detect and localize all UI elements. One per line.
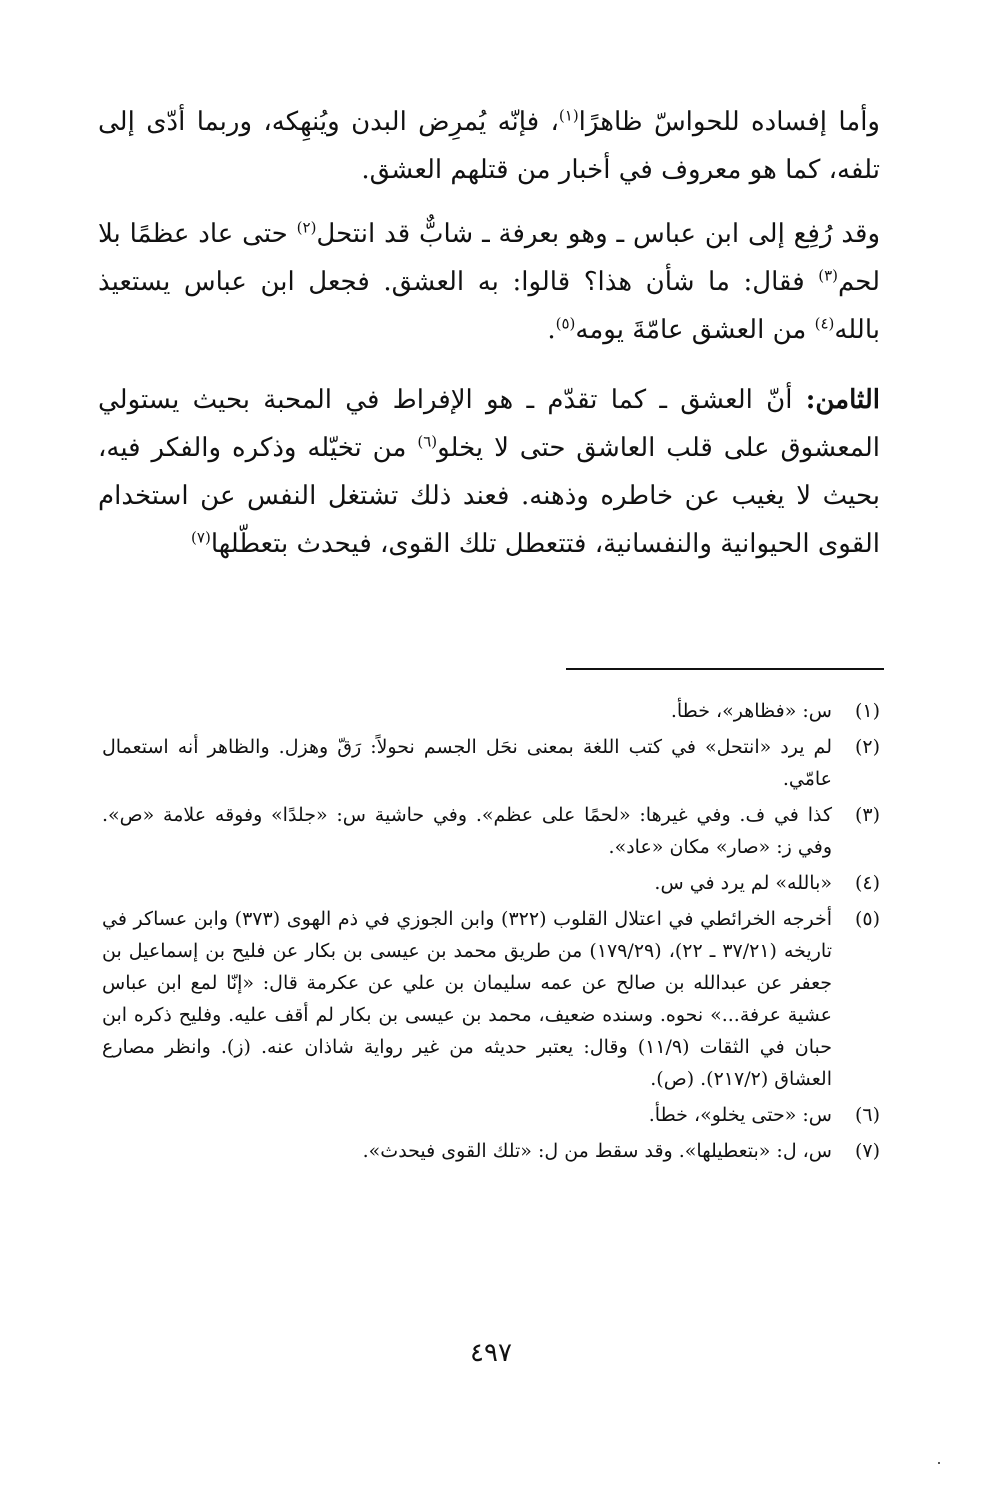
footnote-number: (٧) [854, 1140, 880, 1162]
footnote-ref: (٣) [818, 266, 838, 285]
paragraph [98, 98, 880, 194]
footnote-text: لم يرد «انتحل» في كتب اللغة بمعنى نحَل الجسم نحولاً: رَقّ وهزل. والظاهر أنه استعمال عامّي. [102, 736, 832, 790]
text-run: . [547, 315, 556, 345]
text-run: من تخيّله وذكره والفكر فيه، بحيث لا يغيب عن خاطره وذهنه. فعند ذلك تشتغل النفس عن استخدام القوى الحيوانية والنفسانية، فتتعطل تلك القوى، فيحدث بتعطّلها [98, 433, 880, 559]
text-run: من العشق عامّةَ يومه [575, 315, 815, 345]
paragraph [98, 210, 880, 354]
footnote-number: (٥) [854, 908, 880, 930]
footnote-number: (٣) [854, 804, 880, 826]
footnote-text: س: «حتى يخلو»، خطأ. [648, 1104, 832, 1126]
text-run: أنّ العشق ـ كما تقدّم ـ هو الإفراط في المحبة بحيث يستولي المعشوق على قلب العاشق حتى لا يخلو [98, 385, 880, 463]
footnote-ref: (٢) [296, 218, 317, 237]
section-lead-word: الثامن: [805, 385, 880, 415]
scan-speck [938, 1462, 940, 1464]
footnote-number: (٦) [854, 1104, 880, 1126]
footnote [102, 695, 880, 727]
footnote-ref: (١) [558, 106, 579, 125]
footnote-number: (١) [854, 700, 880, 722]
footnotes [102, 695, 880, 1171]
footnote-text: «بالله» لم يرد في س. [654, 872, 832, 894]
footnote-text: س، ل: «بتعطيلها». وقد سقط من ل: «تلك القوى فيحدث». [362, 1140, 832, 1162]
paragraph [98, 376, 880, 568]
footnote-text: س: «فظاهر»، خطأ. [670, 700, 832, 722]
text-run: وأما إفساده للحواسّ ظاهرًا [578, 107, 880, 137]
text-run: ، فإنّه يُمرِض البدن ويُنهِكه، وربما أدّى إلى تلفه، كما هو معروف في أخبار من قتلهم العشق. [98, 107, 880, 185]
footnote [102, 799, 880, 863]
footnote-separator [566, 668, 884, 670]
footnote [102, 1135, 880, 1167]
footnote [102, 731, 880, 795]
footnote-number: (٢) [854, 736, 880, 758]
text-run: حتى عاد عظمًا بلا لحم [98, 219, 880, 297]
footnote [102, 1099, 880, 1131]
footnote-number: (٤) [854, 872, 880, 894]
footnote-text: أخرجه الخرائطي في اعتلال القلوب (٣٢٢) وابن الجوزي في ذم الهوى (٣٧٣) وابن عساكر في تاريخه (٣٧/٢١ ـ ٢٢)، (١٧٩/٢٩) من طريق محمد بن عيسى بن بكار عن فليح بن إسماعيل بن جعفر عن عبدالله بن صالح عن عمه سليمان بن علي عن عكرمة قال: «إنّا لمع ابن عباس عشية عرفة...» نحوه. وسنده ضعيف، محمد بن عيسى بن بكار لم أقف عليه. وفليح ذكره ابن حبان في الثقات (١١/٩) وقال: يعتبر حديثه من غير رواية شاذان عنه. (ز). وانظر مصارع العشاق (٢١٧/٢). (ص). [102, 908, 833, 1090]
main-text [98, 98, 880, 584]
text-run: وقد رُفِع إلى ابن عباس ـ وهو بعرفة ـ شابٌّ قد انتحل [316, 219, 880, 249]
footnote [102, 867, 880, 899]
footnote-text: كذا في ف. وفي غيرها: «لحمًا على عظم». وفي حاشية س: «جلدًا» وفوقه علامة «ص». وفي ز: «صار» مكان «عاد». [102, 804, 832, 858]
footnote-ref: (٧) [191, 528, 211, 547]
footnote [102, 903, 880, 1095]
footnote-ref: (٥) [555, 314, 576, 333]
footnote-ref: (٤) [814, 314, 835, 333]
page-number: ٤٩٧ [470, 1338, 512, 1368]
footnote-ref: (٦) [417, 432, 438, 451]
text-run: فقال: ما شأن هذا؟ قالوا: به العشق. فجعل ابن عباس يستعيذ بالله [98, 267, 880, 345]
